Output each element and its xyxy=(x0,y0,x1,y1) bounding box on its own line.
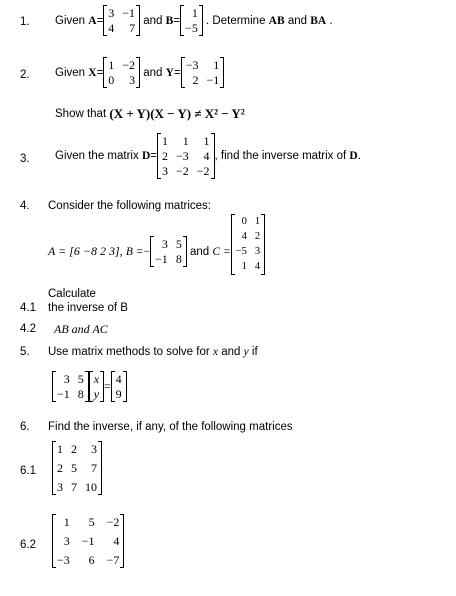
q2-Y-label: Y xyxy=(165,66,174,79)
cell: −7 xyxy=(106,553,120,567)
q2-given: Given xyxy=(55,66,86,79)
q4-B-label: B = xyxy=(125,245,144,258)
q1-end: . xyxy=(329,14,333,27)
q5-eq: = xyxy=(104,380,111,393)
q5-and: and xyxy=(221,346,241,358)
cell: 1 xyxy=(241,261,247,272)
cell: 6 xyxy=(88,553,95,567)
q4-text: Consider the following matrices: xyxy=(48,200,211,212)
q1-and2: and xyxy=(287,14,308,27)
q41-text: the inverse of B xyxy=(48,302,128,314)
cell: 4 xyxy=(108,21,115,35)
cell: 1 xyxy=(161,134,168,148)
cell: 1 xyxy=(254,216,261,227)
matrix-M5 xyxy=(52,372,89,401)
cell: 2 xyxy=(192,73,199,87)
cell: y xyxy=(93,387,100,401)
cell: −5 xyxy=(235,246,247,257)
cell: 3 xyxy=(63,534,70,548)
cell: 4 xyxy=(203,149,210,163)
q1-AB: AB xyxy=(268,14,285,27)
matrix-B xyxy=(180,6,203,35)
cell: −5 xyxy=(185,21,198,35)
cell: 1 xyxy=(108,58,115,72)
q3-tail: , find the inverse matrix of xyxy=(214,150,347,162)
q6-number: 6. xyxy=(20,421,30,433)
q1-eq2: = xyxy=(173,14,181,27)
cell: 8 xyxy=(175,252,182,266)
q3-line xyxy=(55,134,361,178)
q3-number: 3. xyxy=(20,153,30,165)
q4-C-label: C = xyxy=(212,245,231,258)
q41-number: 4.1 xyxy=(20,302,36,314)
cell: 0 xyxy=(241,216,247,227)
cell: 5 xyxy=(88,515,95,529)
q1-given: Given xyxy=(55,14,86,27)
q2-expression: (X + Y)(X − Y) ≠ X² − Y² xyxy=(109,106,245,121)
q2-eq2: = xyxy=(173,66,181,79)
cell: 3 xyxy=(57,480,63,494)
cell: 2 xyxy=(71,442,77,456)
q4-calculate: Calculate xyxy=(48,288,96,300)
cell: −2 xyxy=(122,58,136,72)
q2-show-line xyxy=(55,106,245,122)
q1-BA: BA xyxy=(310,14,327,27)
q6-text: Find the inverse, if any, of the following matrices xyxy=(48,421,293,433)
cell: −2 xyxy=(175,164,189,178)
q2-number: 2. xyxy=(20,69,30,81)
cell: 3 xyxy=(108,6,115,20)
q42-number: 4.2 xyxy=(20,323,36,335)
cell: 1 xyxy=(213,58,220,72)
cell: 10 xyxy=(85,480,97,494)
cell: 1 xyxy=(63,515,70,529)
q1-B-label: B xyxy=(165,14,174,27)
q62-number: 6.2 xyxy=(20,539,36,551)
q3-eq: = xyxy=(150,150,157,162)
q62-matrix-wrap xyxy=(52,515,124,567)
cell: 7 xyxy=(71,480,77,494)
cell: 3 xyxy=(129,73,136,87)
q5-number: 5. xyxy=(20,346,30,358)
vector-rhs xyxy=(111,372,127,401)
matrix-X xyxy=(103,58,140,87)
matrix-61 xyxy=(52,442,102,494)
cell: 5 xyxy=(77,372,84,386)
q5-line xyxy=(48,346,258,358)
q4-matrices-line xyxy=(48,215,265,274)
cell: x xyxy=(93,372,100,386)
cell: 4 xyxy=(254,261,261,272)
cell: −3 xyxy=(185,58,199,72)
cell: 2 xyxy=(57,461,63,475)
cell: 4 xyxy=(113,534,120,548)
vector-xy xyxy=(89,372,104,401)
matrix-D xyxy=(157,134,215,178)
cell: 7 xyxy=(91,461,97,475)
cell: −3 xyxy=(57,553,70,567)
q1-tail: . Determine xyxy=(206,14,266,27)
q1-A-label: A xyxy=(88,14,97,27)
q3-D-end: D xyxy=(349,150,358,162)
q1-eq: = xyxy=(96,14,104,27)
cell: 3 xyxy=(161,164,168,178)
cell: 0 xyxy=(108,73,115,87)
q2-eq: = xyxy=(96,66,104,79)
q2-X-label: X xyxy=(88,66,97,79)
cell: −1 xyxy=(81,534,95,548)
cell: 3 xyxy=(63,372,70,386)
matrix-62 xyxy=(52,515,124,567)
cell: −2 xyxy=(106,515,120,529)
q61-matrix-wrap xyxy=(52,442,102,494)
cell: 5 xyxy=(175,237,182,251)
cell: −1 xyxy=(155,252,168,266)
matrix-Y xyxy=(181,58,225,87)
q5-x: x xyxy=(212,346,219,358)
cell: 2 xyxy=(161,149,168,163)
matrix-B4 xyxy=(150,237,187,266)
q3-end: . xyxy=(357,150,361,162)
q42-text: AB and AC xyxy=(54,322,108,336)
cell: −2 xyxy=(196,164,210,178)
cell: 4 xyxy=(241,231,247,242)
cell: 4 xyxy=(115,372,122,386)
cell: −1 xyxy=(206,73,220,87)
q61-number: 6.1 xyxy=(20,465,36,477)
q1-line xyxy=(55,6,333,35)
q4-and: and xyxy=(190,245,210,258)
matrix-C xyxy=(231,215,265,274)
cell: −1 xyxy=(57,387,70,401)
q2-show: Show that xyxy=(55,108,107,120)
q5-y: y xyxy=(243,346,249,358)
cell: 7 xyxy=(129,21,136,35)
cell: 2 xyxy=(254,231,261,242)
q4-minus: − xyxy=(143,245,151,258)
cell: 3 xyxy=(91,442,97,456)
q2-line xyxy=(55,58,224,87)
matrix-A xyxy=(103,6,140,35)
cell: 1 xyxy=(203,134,210,148)
cell: 5 xyxy=(71,461,77,475)
q3-text: Given the matrix xyxy=(55,150,139,162)
q4-A-row: A = [6 −8 2 3], xyxy=(48,244,123,258)
q1-and: and xyxy=(143,14,163,27)
q3-D-label: D xyxy=(141,150,151,162)
cell: 1 xyxy=(182,134,189,148)
q5-equation xyxy=(52,372,127,401)
q2-and: and xyxy=(143,66,163,79)
q5-text: Use matrix methods to solve for xyxy=(48,346,210,358)
cell: 3 xyxy=(254,246,261,257)
cell: 3 xyxy=(161,237,168,251)
cell: 1 xyxy=(191,6,198,20)
cell: −3 xyxy=(175,149,189,163)
q4-number: 4. xyxy=(20,200,30,212)
cell: 9 xyxy=(115,387,122,401)
q1-number: 1. xyxy=(20,16,30,28)
cell: 1 xyxy=(57,442,63,456)
q5-if: if xyxy=(251,346,258,358)
cell: 8 xyxy=(77,387,84,401)
cell: −1 xyxy=(122,6,136,20)
